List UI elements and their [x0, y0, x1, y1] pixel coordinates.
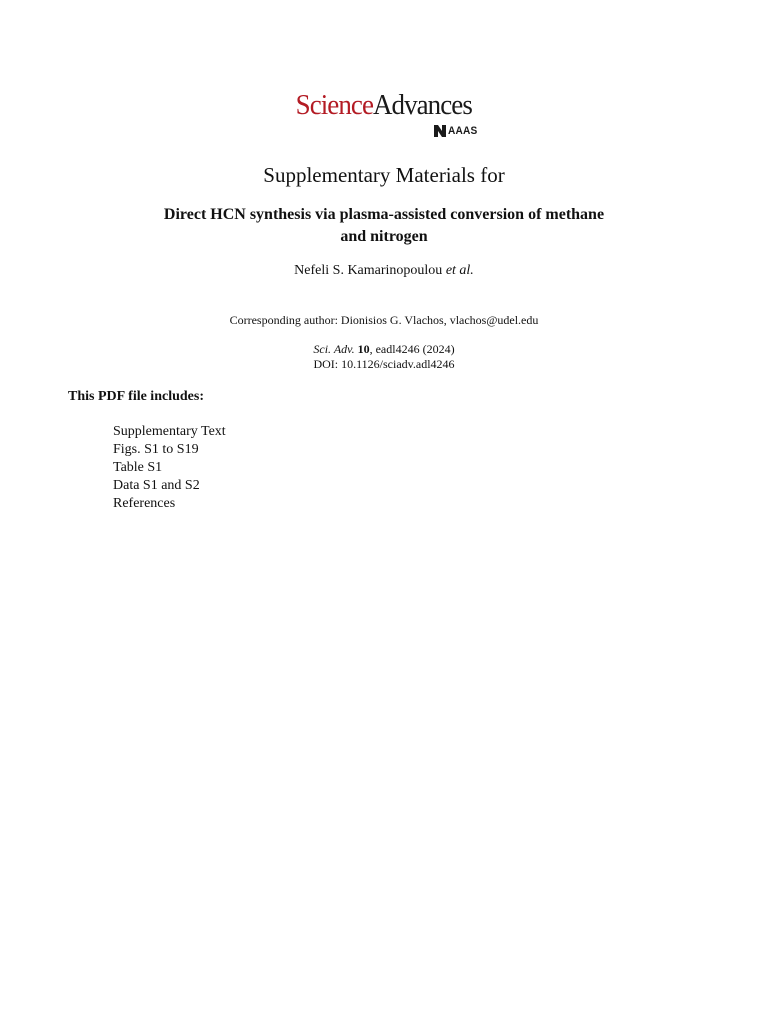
list-item: Figs. S1 to S19	[113, 442, 199, 457]
author-name: Nefeli S. Kamarinopoulou	[294, 263, 443, 278]
list-item: Supplementary Text	[113, 424, 226, 439]
citation-rest: , eadl4246 (2024)	[369, 342, 455, 356]
paper-title-line-1: Direct HCN synthesis via plasma-assisted conversion of methane	[163, 206, 605, 223]
author-line	[0, 262, 768, 280]
author-etal: et al.	[445, 263, 474, 278]
logo-advances-text: Advances	[373, 89, 473, 121]
logo-science-text: Science	[295, 89, 374, 121]
supplementary-heading: Supplementary Materials for	[263, 163, 505, 187]
aaas-mark-icon	[434, 125, 446, 137]
logo-wordmark	[296, 88, 472, 122]
list-item: Table S1	[113, 460, 163, 475]
list-item: References	[113, 496, 176, 511]
includes-label: This PDF file includes:	[68, 389, 204, 404]
aaas-text: AAAS	[448, 125, 478, 137]
citation-block	[0, 342, 768, 372]
citation-doi: DOI: 10.1126/sciadv.adl4246	[313, 357, 455, 371]
corresponding-author: Corresponding author: Dionisios G. Vlachos, vlachos@udel.edu	[229, 313, 539, 327]
science-advances-logo	[0, 88, 768, 122]
paper-title	[100, 204, 668, 248]
contents-list	[113, 423, 226, 513]
paper-title-line-2: and nitrogen	[340, 228, 428, 245]
citation-line	[0, 342, 768, 357]
citation-journal: Sci. Adv.	[313, 342, 355, 356]
list-item: Data S1 and S2	[113, 478, 200, 493]
citation-volume: 10	[357, 342, 370, 356]
aaas-logo	[434, 124, 480, 138]
